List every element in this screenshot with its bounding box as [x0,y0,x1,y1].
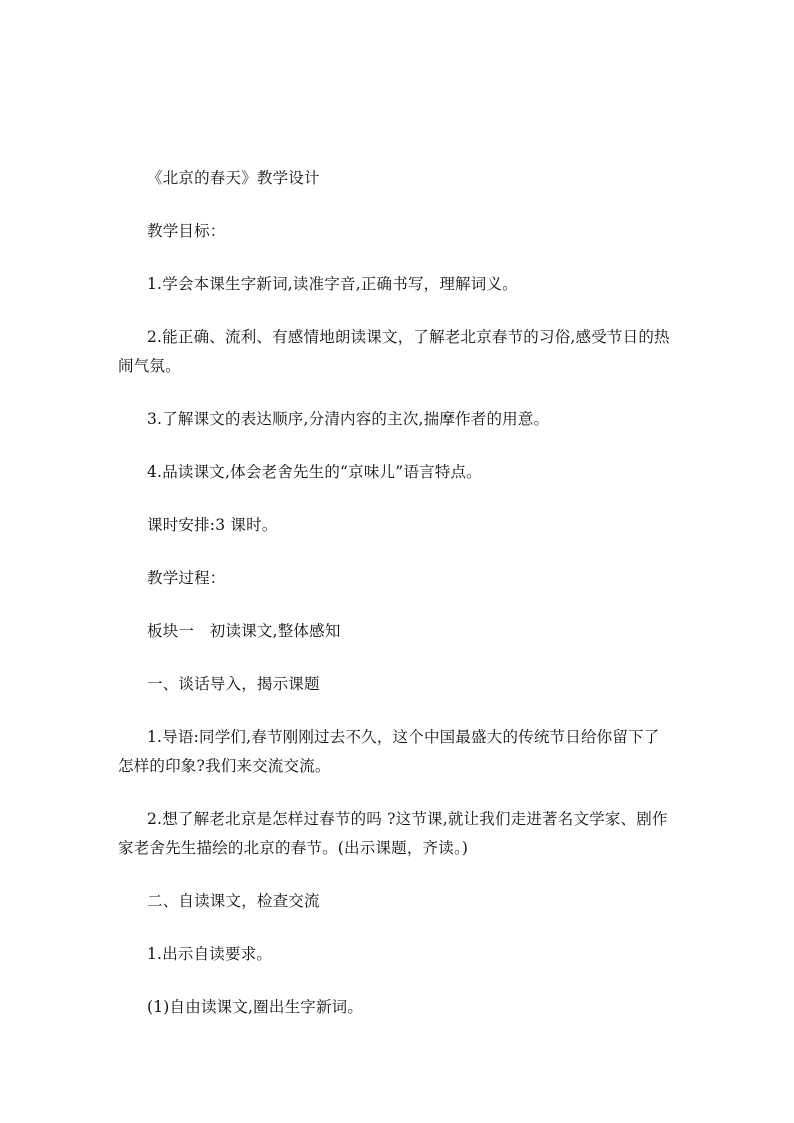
objective-item-1: 1.学会本课生字新词,读准字音,正确书写，理解词义。 [147,275,518,293]
process-item-1: 1.导语:同学们,春节刚刚过去不久，这个中国最盛大的传统节日给你留下了怎样的印象?我们来交流交流。 [118,728,660,775]
process-item-4: (1)自由读课文,圈出生字新词。 [147,998,364,1016]
document-body [118,164,674,1022]
process-item-3: 1.出示自读要求。 [147,945,273,963]
section-heading-process: 教学过程： [147,569,226,587]
document-title: 《北京的春天》教学设计 [147,169,320,187]
module-heading-1: 板块一 初读课文,整体感知 [147,622,341,640]
subsection-heading-2: 二、自读课文，检查交流 [147,892,320,910]
schedule-text: 课时安排:3 课时。 [147,516,278,534]
objective-item-2: 2.能正确、流利、有感情地朗读课文，了解老北京春节的习俗,感受节日的热闹气氛。 [118,328,670,375]
objective-item-4: 4.品读课文,体会老舍先生的“京味儿”语言特点。 [147,463,482,481]
objective-item-3: 3.了解课文的表达顺序,分清内容的主次,揣摩作者的用意。 [147,410,550,428]
process-item-2: 2.想了解老北京是怎样过春节的吗 ?这节课,就让我们走进著名文学家、剧作家老舍先生描绘的北京的春节。(出示课题，齐读。) [118,810,668,857]
subsection-heading-1: 一、谈话导入，揭示课题 [147,675,320,693]
section-heading-objectives: 教学目标： [147,222,226,240]
